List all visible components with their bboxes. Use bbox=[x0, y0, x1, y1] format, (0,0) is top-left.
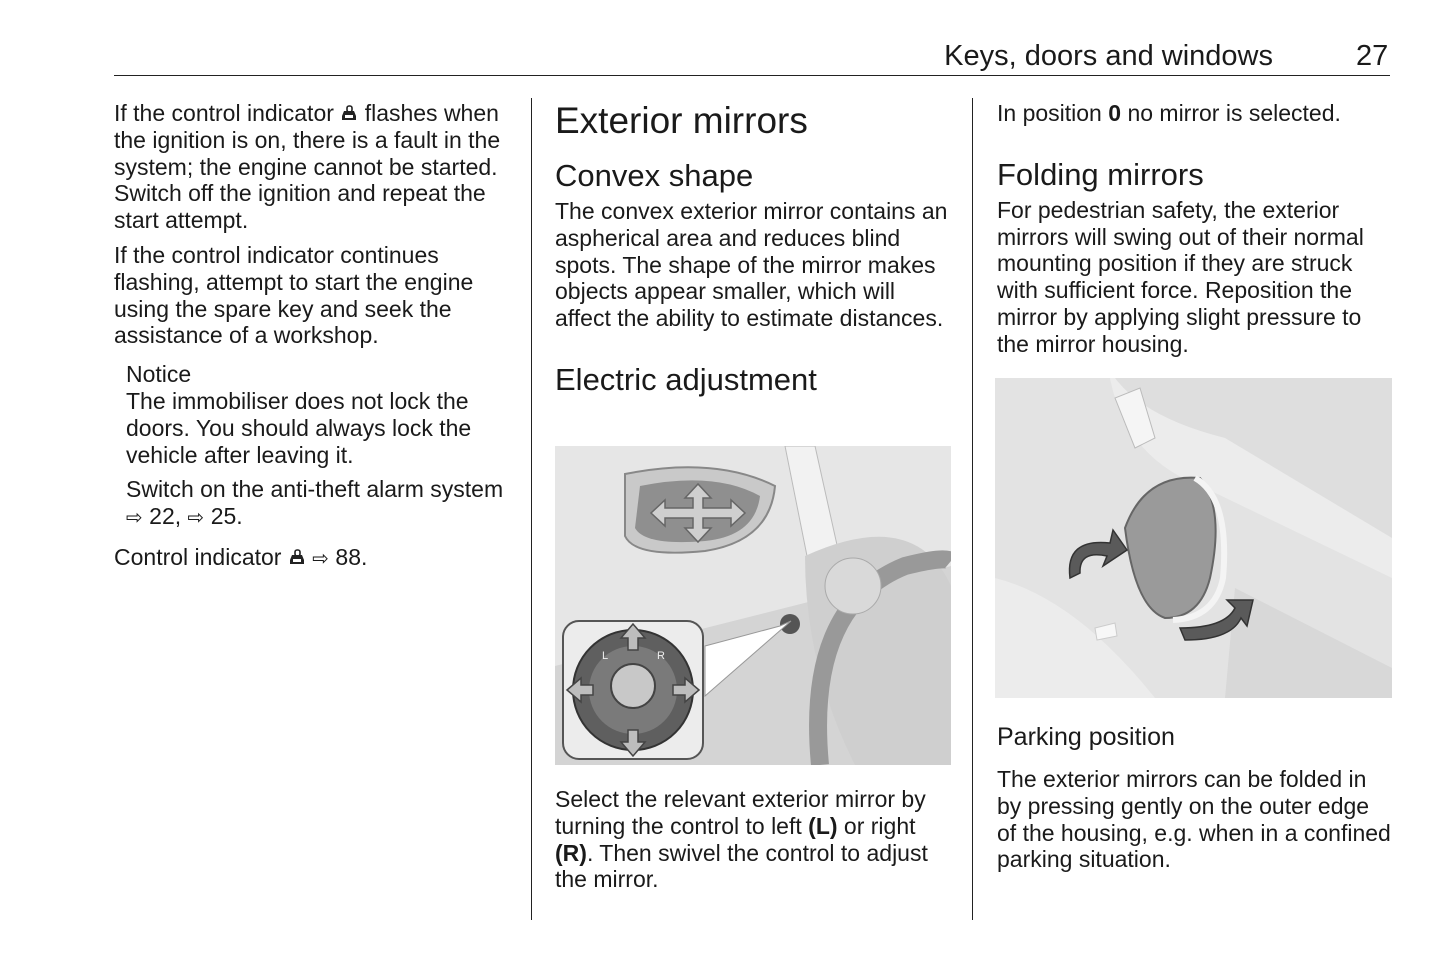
column-divider-right bbox=[972, 98, 973, 920]
figure-label-l: L bbox=[602, 650, 609, 662]
column-divider-left bbox=[531, 98, 532, 920]
parking-position-heading: Parking position bbox=[997, 723, 1175, 751]
page-reference-link[interactable]: 22 bbox=[149, 503, 175, 530]
fault-paragraph: If the control indicator flashes when the ignition is on, there is a fault in the system; the engine cannot be started. Switch off the ignition and repeat the start attempt. bbox=[114, 100, 501, 234]
section-title: Exterior mirrors bbox=[555, 100, 808, 141]
folding-mirror-illustration bbox=[995, 378, 1392, 698]
notice-text: The immobiliser does not lock the doors. You should always lock the vehicle after leaving it. bbox=[126, 387, 472, 468]
electric-adjustment-heading: Electric adjustment bbox=[555, 361, 817, 397]
continues-flashing-paragraph: If the control indicator continues flashing, attempt to start the engine using the spare key and seek the assistance of a workshop. bbox=[114, 241, 474, 349]
mirror-adjustment-figure bbox=[555, 446, 951, 765]
right-column bbox=[997, 100, 1392, 358]
folding-mirrors-heading: Folding mirrors bbox=[997, 156, 1204, 192]
notice-title: Notice bbox=[126, 361, 192, 388]
left-column bbox=[114, 100, 514, 573]
page-reference-link[interactable]: 25 bbox=[210, 503, 237, 530]
header-rule bbox=[114, 75, 1390, 76]
position-zero-paragraph: In position 0 no mirror is selected. bbox=[997, 100, 1341, 126]
select-mirror-paragraph: Select the relevant exterior mirror by turning the control to left (L) or right (R). Then swivel the control to adjust the mirror. bbox=[555, 786, 928, 893]
middle-column bbox=[555, 100, 955, 398]
immobiliser-indicator-icon bbox=[340, 105, 358, 123]
folding-paragraph: For pedestrian safety, the exterior mirrors will swing out of their normal mounting position if they are struck with sufficient force. Reposition the mirror by applying slight pressure to the mirror housing. bbox=[997, 196, 1364, 357]
running-header-title: Keys, doors and windows bbox=[944, 40, 1273, 72]
immobiliser-indicator-icon bbox=[288, 549, 306, 567]
folding-mirror-figure bbox=[995, 378, 1392, 698]
select-mirror-block bbox=[555, 786, 955, 893]
mirror-adjustment-illustration bbox=[555, 446, 951, 765]
page-number: 27 bbox=[1356, 40, 1389, 72]
parking-position-block bbox=[997, 722, 1392, 873]
convex-paragraph: The convex exterior mirror contains an aspherical area and reduces blind spots. The shape of the mirror makes objects appear smaller, which will affect the ability to estimate distances. bbox=[555, 198, 948, 332]
notice-alarm-paragraph: Switch on the anti-theft alarm system ⇨ 22, ⇨ 25. bbox=[126, 476, 504, 530]
notice-box bbox=[126, 361, 514, 532]
page-reference-link[interactable]: 88 bbox=[335, 543, 361, 570]
convex-heading: Convex shape bbox=[555, 158, 754, 193]
page-reference-icon: ⇨ bbox=[126, 507, 143, 530]
control-indicator-paragraph: Control indicator ⇨ 88. bbox=[114, 543, 368, 570]
parking-paragraph: The exterior mirrors can be folded in by pressing gently on the outer edge of the housing, e.g. when in a confined parking situation. bbox=[997, 766, 1391, 873]
page-reference-icon: ⇨ bbox=[187, 507, 205, 530]
page-reference-icon: ⇨ bbox=[312, 547, 330, 570]
figure-label-r: R bbox=[657, 650, 665, 662]
